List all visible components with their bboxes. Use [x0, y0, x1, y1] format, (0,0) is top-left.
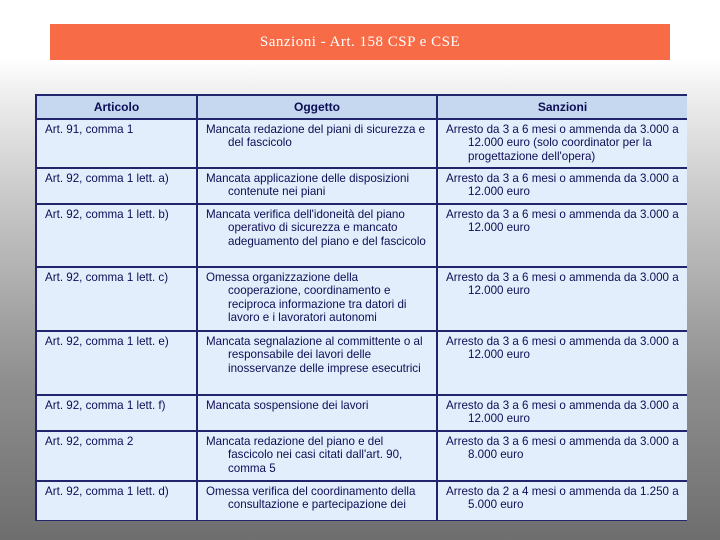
sanctions-table-container — [35, 94, 687, 521]
cell-sanzioni — [437, 395, 687, 431]
header-oggetto: Oggetto — [197, 95, 437, 119]
cell-sanzioni-text: Arresto da 3 a 6 mesi o ammenda da 3.000 a 12.000 euro — [446, 208, 679, 235]
cell-sanzioni — [437, 267, 687, 331]
header-sanzioni: Sanzioni — [437, 95, 687, 119]
cell-articolo: Art. 92, comma 1 lett. a) — [36, 168, 197, 204]
table-row — [36, 331, 687, 395]
cell-sanzioni-text: Arresto da 3 a 6 mesi o ammenda da 3.000 a 8.000 euro — [446, 435, 679, 462]
cell-articolo: Art. 92, comma 1 lett. b) — [36, 204, 197, 267]
cell-articolo: Art. 92, comma 1 lett. c) — [36, 267, 197, 331]
cell-oggetto-text: Mancata segnalazione al committente o al responsabile dei lavori delle inosservanze delle imprese esecutrici — [206, 335, 423, 375]
cell-sanzioni — [437, 168, 687, 204]
cell-oggetto — [197, 204, 437, 267]
cell-sanzioni-text: Arresto da 3 a 6 mesi o ammenda da 3.000 a 12.000 euro — [446, 172, 679, 199]
cell-sanzioni-text: Arresto da 2 a 4 mesi o ammenda da 1.250 a 5.000 euro — [446, 485, 679, 512]
title-bar — [50, 24, 670, 60]
cell-oggetto-text: Mancata verifica dell'idoneità del piano operativo di sicurezza e mancato adeguamento del piano e del fascicolo — [206, 208, 426, 248]
cell-articolo: Art. 91, comma 1 — [36, 119, 197, 168]
cell-oggetto-text: Mancata redazione del piani di sicurezza e del fascicolo — [206, 123, 426, 150]
cell-articolo: Art. 92, comma 1 lett. d) — [36, 481, 197, 521]
cell-oggetto — [197, 119, 437, 168]
cell-sanzioni-text: Arresto da 3 a 6 mesi o ammenda da 3.000 a 12.000 euro — [446, 399, 679, 426]
cell-oggetto — [197, 168, 437, 204]
cell-sanzioni — [437, 119, 687, 168]
cell-oggetto-text: Mancata applicazione delle disposizioni contenute nei piani — [206, 172, 410, 199]
cell-oggetto — [197, 395, 437, 431]
cell-oggetto — [197, 331, 437, 395]
cell-oggetto-text: Omessa organizzazione della cooperazione, coordinamento e reciproca informazione tra datori di lavoro e i lavoratori autonomi — [206, 271, 407, 325]
cell-oggetto-text: Omessa verifica del coordinamento della consultazione e partecipazione dei — [206, 485, 416, 512]
header-articolo: Articolo — [36, 95, 197, 119]
cell-articolo: Art. 92, comma 1 lett. f) — [36, 395, 197, 431]
page-title: Sanzioni - Art. 158 CSP e CSE — [259, 33, 461, 50]
table-row — [36, 431, 687, 481]
cell-sanzioni — [437, 481, 687, 521]
cell-sanzioni-text: Arresto da 3 a 6 mesi o ammenda da 3.000 a 12.000 euro — [446, 271, 679, 298]
cell-articolo: Art. 92, comma 2 — [36, 431, 197, 481]
table-row — [36, 481, 687, 521]
cell-sanzioni — [437, 431, 687, 481]
cell-oggetto-text: Mancata redazione del piano e del fascicolo nei casi citati dall'art. 90, comma 5 — [206, 435, 403, 475]
cell-oggetto — [197, 431, 437, 481]
cell-sanzioni — [437, 331, 687, 395]
table-row — [36, 119, 687, 168]
cell-sanzioni-text: Arresto da 3 a 6 mesi o ammenda da 3.000 a 12.000 euro — [446, 335, 679, 362]
cell-oggetto — [197, 267, 437, 331]
cell-sanzioni — [437, 204, 687, 267]
sanctions-table — [35, 94, 687, 521]
cell-oggetto — [197, 481, 437, 521]
table-header-row — [36, 95, 687, 119]
cell-sanzioni-text: Arresto da 3 a 6 mesi o ammenda da 3.000 a 12.000 euro (solo coordinator per la progettazione dell'opera) — [446, 123, 679, 163]
table-row — [36, 204, 687, 267]
cell-articolo: Art. 92, comma 1 lett. e) — [36, 331, 197, 395]
table-row — [36, 395, 687, 431]
cell-oggetto-text: Mancata sospensione dei lavori — [206, 399, 369, 412]
table-row — [36, 267, 687, 331]
table-row — [36, 168, 687, 204]
